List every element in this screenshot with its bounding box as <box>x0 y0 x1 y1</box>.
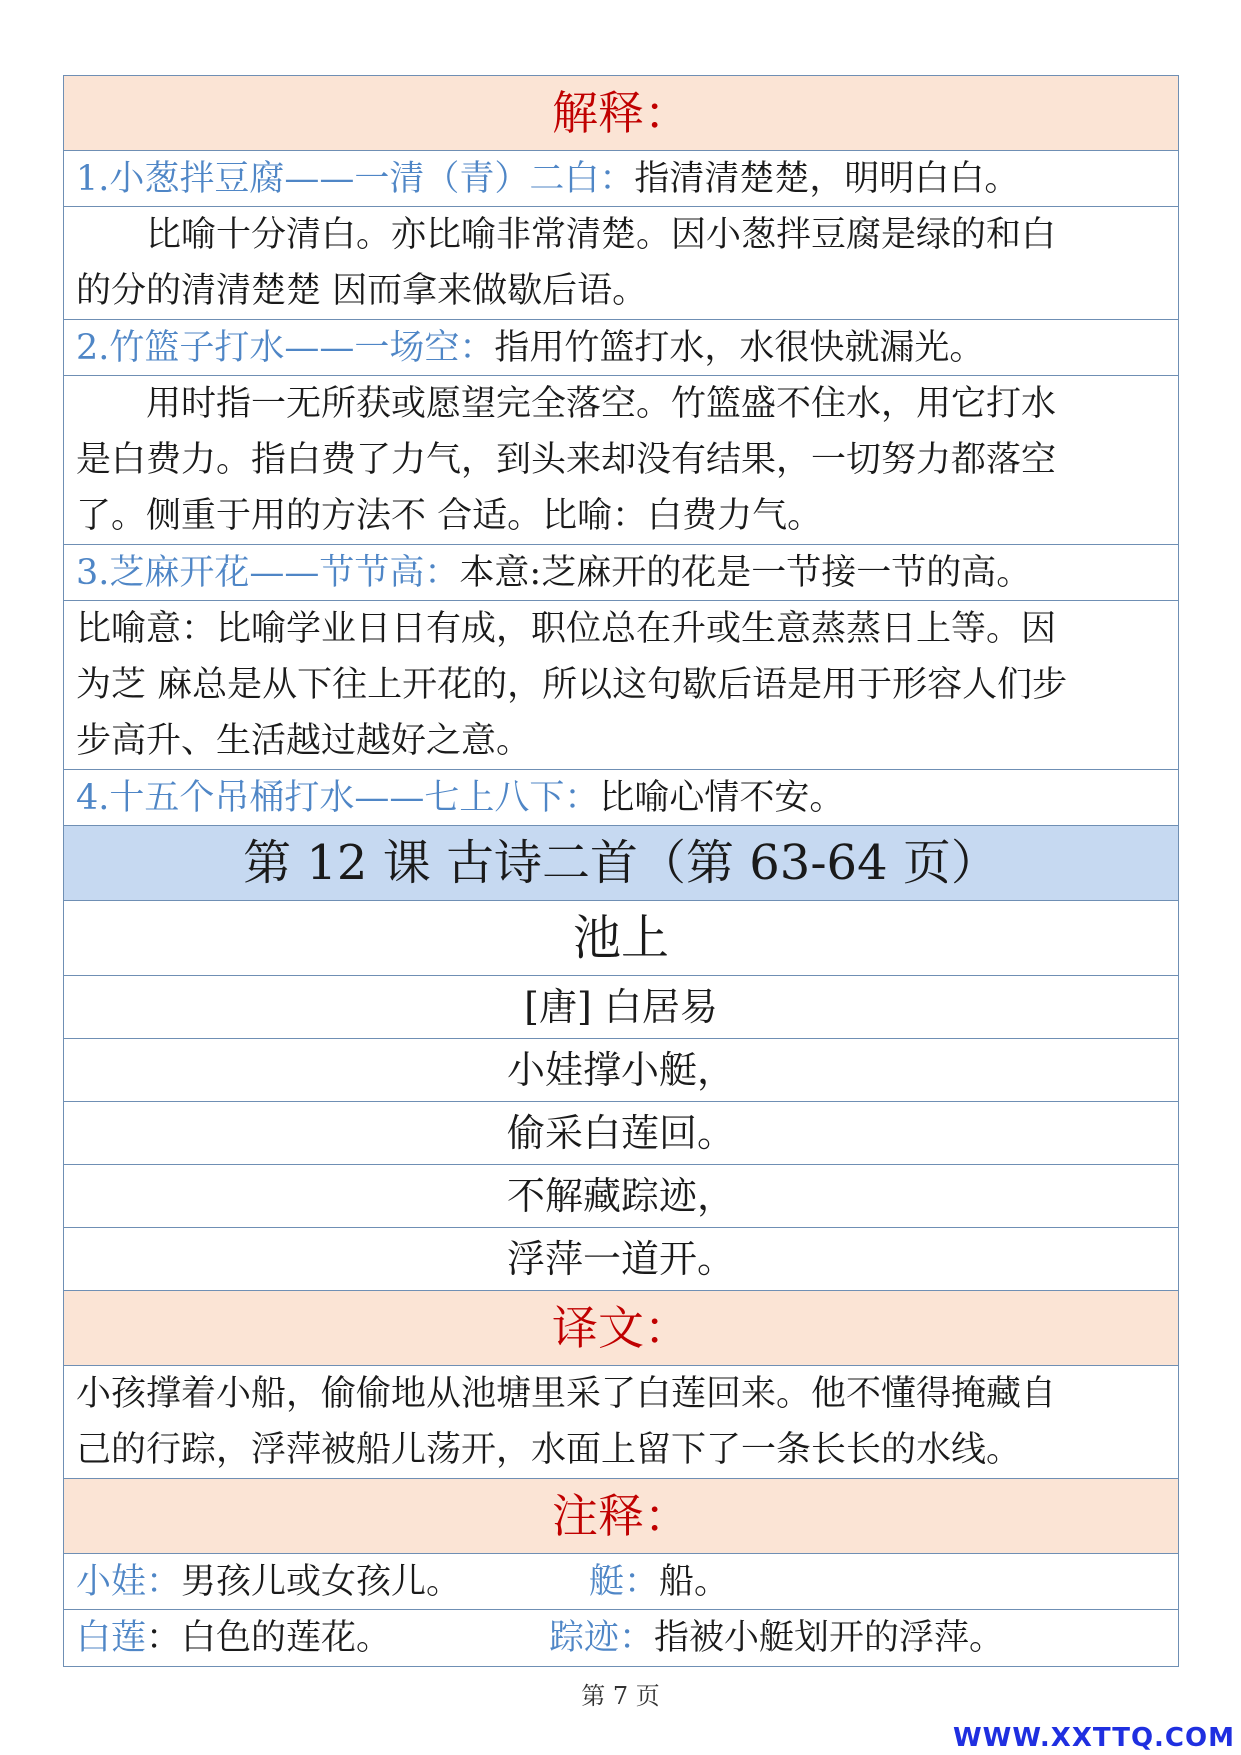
notes-row <box>64 1610 1178 1666</box>
para-line: 是白费力。指白费了力气，到头来却没有结果，一切努力都落空 <box>76 440 1057 480</box>
idiom-2-term <box>64 320 1178 376</box>
idiom-key: 3.芝麻开花——节节高： <box>76 553 460 593</box>
poem-title: 池上 <box>64 901 1178 976</box>
note-second <box>549 1610 1004 1666</box>
note-def: 船。 <box>659 1562 730 1602</box>
note-second <box>589 1554 729 1610</box>
note-key: 踪迹： <box>549 1618 655 1658</box>
site-watermark[interactable]: WWW.XXTTQ.COM <box>953 1723 1235 1753</box>
notes-heading: 注释： <box>64 1479 1178 1554</box>
idiom-def: 指清清楚楚，明明白白。 <box>634 159 1020 199</box>
idiom-key: 4.十五个吊桶打水——七上八下： <box>76 778 600 818</box>
idiom-3-term <box>64 545 1178 601</box>
note-key: 小娃： <box>76 1562 182 1602</box>
note-def: 指被小艇划开的浮萍。 <box>654 1618 1005 1658</box>
idiom-key: 1.小葱拌豆腐——一清（青）二白： <box>76 159 635 199</box>
poem-line: 不解藏踪迹， <box>64 1165 1178 1228</box>
explain-heading: 解释： <box>64 76 1178 151</box>
para-line: 的分的清清楚楚 因而拿来做歇后语。 <box>76 271 648 311</box>
poem-line: 偷采白莲回。 <box>64 1102 1178 1165</box>
para-line: 为芝 麻总是从下往上开花的，所以这句歇后语是用于形容人们步 <box>76 665 1068 705</box>
idiom-3-explanation <box>64 601 1178 770</box>
lesson-title: 第 12 课 古诗二首（第 63-64 页） <box>64 826 1178 901</box>
idiom-1-term <box>64 151 1178 207</box>
idiom-4-term <box>64 770 1178 826</box>
idiom-def: 比喻心情不安。 <box>599 778 845 818</box>
para-line: 比喻十分清白。亦比喻非常清楚。因小葱拌豆腐是绿的和白 <box>146 215 1057 255</box>
idiom-1-explanation <box>64 207 1178 320</box>
idiom-def: 本意:芝麻开的花是一节接一节的高。 <box>459 553 1032 593</box>
page-number: 第 7 页 <box>581 1682 660 1710</box>
para-line: 用时指一无所获或愿望完全落空。竹篮盛不住水，用它打水 <box>146 384 1057 424</box>
translation-heading: 译文： <box>64 1291 1178 1366</box>
notes-row <box>64 1554 1178 1610</box>
idiom-key: 2.竹篮子打水——一场空： <box>76 328 495 368</box>
para-line: 了。侧重于用的方法不 合适。比喻：白费力气。 <box>76 496 823 536</box>
idiom-def: 指用竹篮打水，水很快就漏光。 <box>494 328 985 368</box>
poem-line: 小娃撑小艇， <box>64 1039 1178 1102</box>
note-def: 男孩儿或女孩儿。 <box>181 1562 462 1602</box>
translation-text <box>64 1366 1178 1479</box>
note-key: 艇： <box>589 1562 660 1602</box>
idiom-2-explanation <box>64 376 1178 545</box>
poem-line: 浮萍一道开。 <box>64 1228 1178 1291</box>
para-line: 小孩撑着小船，偷偷地从池塘里采了白莲回来。他不懂得掩藏自 <box>76 1374 1057 1414</box>
study-sheet <box>63 75 1179 1667</box>
para-line: 比喻意：比喻学业日日有成，职位总在升或生意蒸蒸日上等。因 <box>76 609 1057 649</box>
note-def: ：白色的莲花。 <box>146 1618 392 1658</box>
poem-author: [唐] 白居易 <box>64 976 1178 1039</box>
para-line: 己的行踪，浮萍被船儿荡开，水面上留下了一条长长的水线。 <box>76 1430 1022 1470</box>
note-key: 白莲 <box>76 1618 147 1658</box>
para-line: 步高升、生活越过越好之意。 <box>76 721 532 761</box>
